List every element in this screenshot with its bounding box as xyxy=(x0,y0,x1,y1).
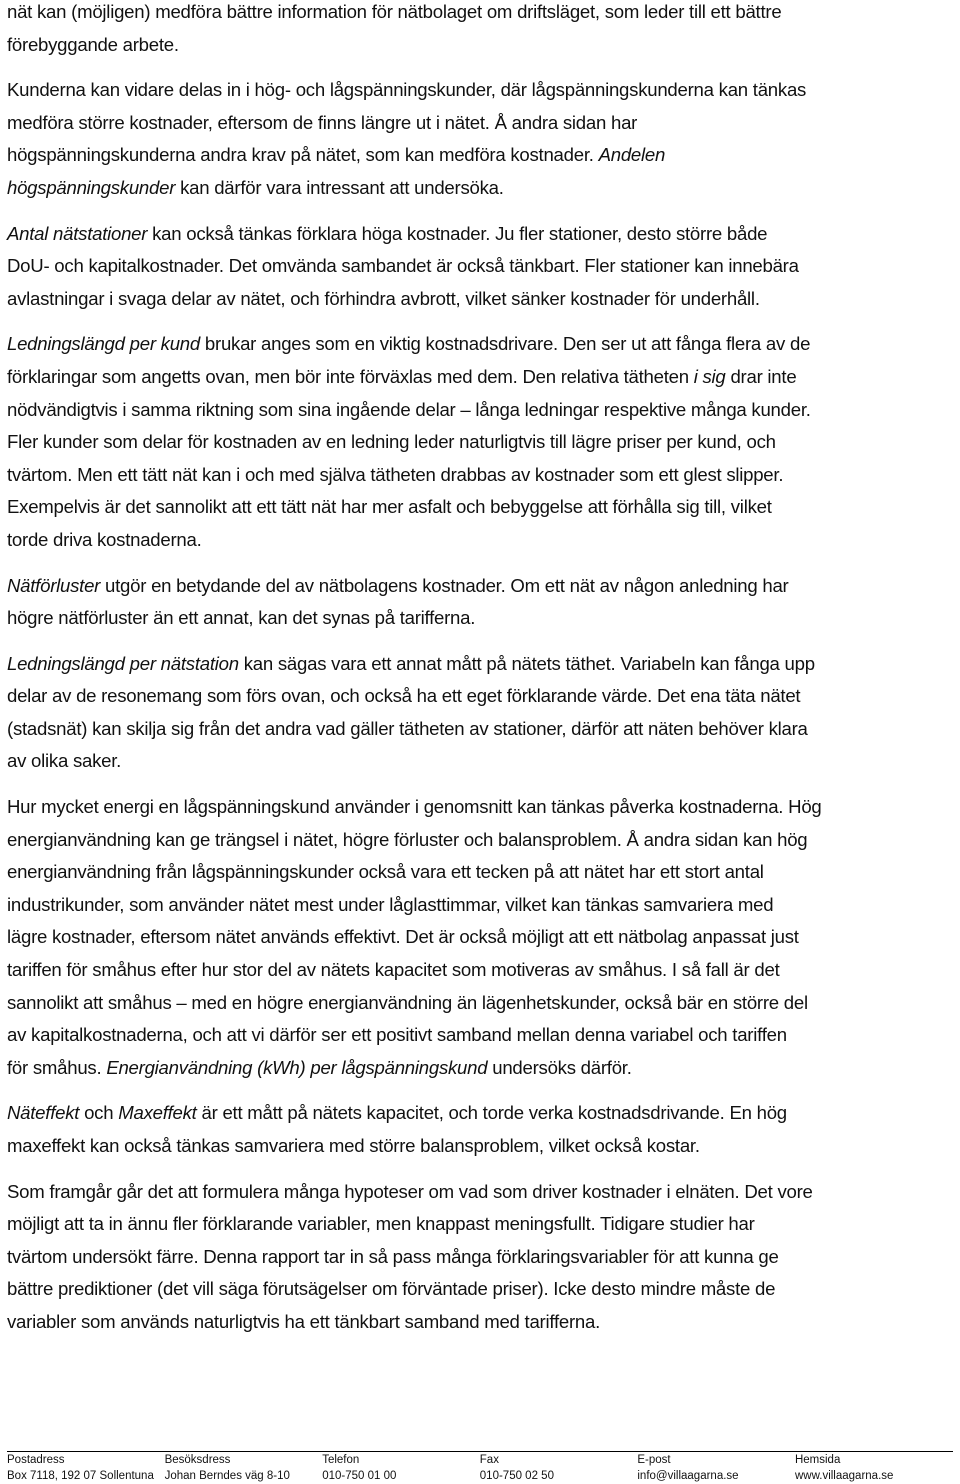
text-run: medföra större kostnader, eftersom de finns längre ut i nätet. Å andra sidan har xyxy=(7,111,638,133)
text-run: (stadsnät) kan skilja sig från det andra vad gäller tätheten av stationer, därför att näten behöver klara xyxy=(7,717,808,739)
italic-term: Maxeffekt xyxy=(118,1102,197,1124)
paragraph xyxy=(7,0,953,61)
text-run: variabler som används naturligtvis ha ett tänkbart samband med tarifferna. xyxy=(7,1310,601,1332)
text-line xyxy=(7,680,953,713)
text-line xyxy=(7,1208,953,1241)
footer-postadress-value: Box 7118, 192 07 Sollentuna xyxy=(7,1470,154,1482)
text-run: undersöks därför. xyxy=(487,1056,632,1078)
text-run: energianvändning kan ge trängsel i nätet, högre förluster och balansproblem. Å andra sidan kan hög xyxy=(7,828,808,850)
text-run: bättre prediktioner (det vill säga förutsägelser om förväntade priser). Icke desto mindre måste de xyxy=(7,1278,776,1300)
text-run: DoU- och kapitalkostnader. Det omvända sambandet är också tänkbart. Fler stationer kan innebära xyxy=(7,255,799,277)
text-run: lägre kostnader, eftersom nätet används effektivt. Det är också möjligt att ett nätbolag anpassat just xyxy=(7,926,799,948)
paragraph xyxy=(7,328,953,556)
text-line xyxy=(7,602,953,635)
footer-telefon-value: 010-750 01 00 xyxy=(322,1470,397,1482)
page-footer xyxy=(7,1451,953,1484)
text-line xyxy=(7,218,953,251)
italic-term: Näteffekt xyxy=(7,1102,80,1124)
footer-besoksadress-label: Besöksdress xyxy=(164,1454,231,1466)
text-run: brukar anges som en viktig kostnadsdrivare. Den ser ut att fånga flera av de xyxy=(200,333,811,355)
italic-term: Andelen xyxy=(598,144,666,166)
text-line xyxy=(7,921,953,954)
footer-epost-link[interactable]: info@villaagarna.se xyxy=(637,1470,739,1482)
text-run: är ett mått på nätets kapacitet, och torde verka kostnadsdrivande. En hög xyxy=(196,1102,787,1124)
text-run: tvärtom. Men ett tätt nät kan i och med själva tätheten drabbas av kostnader som ett glest slipper. xyxy=(7,463,784,485)
text-run: nät kan (möjligen) medföra bättre information för nätbolaget om driftsläget, som leder till ett bättre xyxy=(7,1,782,22)
text-line xyxy=(7,394,953,427)
text-line xyxy=(7,139,953,172)
text-run: nödvändigtvis i samma riktning som sina ingående delar – långa ledningar respektive många kunder. xyxy=(7,398,811,420)
text-line xyxy=(7,361,953,394)
text-run: kan därför vara intressant att undersöka. xyxy=(175,176,504,198)
text-run: kan sägas vara ett annat mått på nätets täthet. Variabeln kan fånga upp xyxy=(238,652,815,674)
text-run: kan också tänkas förklara höga kostnader. Ju fler stationer, desto större både xyxy=(147,222,768,244)
paragraph xyxy=(7,74,953,204)
text-run: av kapitalkostnaderna, och att vi därför ser ett positivt samband mellan denna variabel och tariffen xyxy=(7,1024,787,1046)
text-line xyxy=(7,29,953,62)
text-line xyxy=(7,856,953,889)
italic-term: Antal nätstationer xyxy=(7,222,148,244)
italic-term: högspänningskunder xyxy=(7,176,176,198)
text-line xyxy=(7,1273,953,1306)
footer-labels-row xyxy=(7,1452,953,1468)
italic-term: Nätförluster xyxy=(7,574,101,596)
text-line xyxy=(7,74,953,107)
text-line xyxy=(7,1176,953,1209)
text-line xyxy=(7,954,953,987)
footer-besoksadress-value: Johan Berndes väg 8-10 xyxy=(164,1470,290,1482)
body-text xyxy=(7,0,953,1339)
text-run: Hur mycket energi en lågspänningskund använder i genomsnitt kan tänkas påverka kostnaderna. Hög xyxy=(7,796,822,818)
text-run: Kunderna kan vidare delas in i hög- och lågspänningskunder, där lågspänningskunderna kan tänkas xyxy=(7,79,807,101)
footer-fax-label: Fax xyxy=(479,1454,499,1466)
footer-telefon-label: Telefon xyxy=(322,1454,360,1466)
text-line xyxy=(7,1306,953,1339)
italic-term: Ledningslängd per nätstation xyxy=(7,652,239,674)
paragraph xyxy=(7,791,953,1084)
text-line xyxy=(7,1097,953,1130)
footer-hemsida-link[interactable]: www.villaagarna.se xyxy=(794,1470,894,1482)
text-run: maxeffekt kan också tänkas samvariera med större balansproblem, vilket också kostar. xyxy=(7,1135,700,1156)
text-line xyxy=(7,889,953,922)
text-line xyxy=(7,107,953,140)
text-line xyxy=(7,328,953,361)
text-line xyxy=(7,987,953,1020)
footer-fax-value: 010-750 02 50 xyxy=(479,1470,554,1482)
paragraph xyxy=(7,570,953,635)
text-run: möjligt att ta in ännu fler förklarande variabler, men knappast meningsfullt. Tidigare studier har xyxy=(7,1213,755,1235)
italic-term: i sig xyxy=(693,365,726,387)
text-run: Som framgår går det att formulera många hypoteser om vad som driver kostnader i elnäten. Det vore xyxy=(7,1180,813,1202)
text-line xyxy=(7,524,953,557)
text-line xyxy=(7,0,953,29)
italic-term: Energianvändning (kWh) per lågspänningskund xyxy=(106,1056,488,1078)
footer-postadress-label: Postadress xyxy=(7,1454,65,1466)
text-line xyxy=(7,459,953,492)
text-run: energianvändning från lågspänningskunder också vara ett tecken på att nätet har ett stort antal xyxy=(7,861,764,883)
paragraph xyxy=(7,1097,953,1162)
paragraph xyxy=(7,218,953,316)
text-line xyxy=(7,648,953,681)
text-line xyxy=(7,791,953,824)
text-line xyxy=(7,250,953,283)
text-run: högspänningskunderna andra krav på nätet, som kan medföra kostnader. xyxy=(7,144,599,166)
text-run: förklaringar som angetts ovan, men bör inte förväxlas med dem. Den relativa tätheten xyxy=(7,365,694,387)
text-line xyxy=(7,570,953,603)
text-line xyxy=(7,1019,953,1052)
text-run: industrikunder, som använder nätet mest under låglasttimmar, vilket kan tänkas samvariera med xyxy=(7,893,774,915)
text-run: delar av de resonemang som förs ovan, och också ha ett eget förklarande värde. Det ena täta nätet xyxy=(7,685,801,707)
text-run: Exempelvis är det sannolikt att ett tätt nät har mer asfalt och bebyggelse att förhålla sig till, vilket xyxy=(7,496,772,518)
footer-hemsida-label: Hemsida xyxy=(794,1454,841,1466)
text-run: drar inte xyxy=(725,365,797,387)
footer-values-row xyxy=(7,1468,953,1484)
document-page xyxy=(7,0,953,1352)
footer-epost-label: E-post xyxy=(637,1454,671,1466)
text-run: tariffen för småhus efter hur stor del av nätets kapacitet som motiveras av småhus. I så fall är det xyxy=(7,959,780,981)
text-line xyxy=(7,283,953,316)
text-run: förebyggande arbete. xyxy=(7,33,179,55)
text-run: sannolikt att småhus – med en högre energianvändning än lägenhetskunder, också bär en större del xyxy=(7,991,808,1013)
text-run: Fler kunder som delar för kostnaden av en ledning leder naturligtvis till lägre priser per kund, och xyxy=(7,431,776,453)
text-run: avlastningar i svaga delar av nätet, och förhindra avbrott, vilket sänker kostnader för underhåll. xyxy=(7,287,760,309)
paragraph xyxy=(7,648,953,778)
text-line xyxy=(7,824,953,857)
text-run: torde driva kostnaderna. xyxy=(7,528,202,550)
text-run: högre nätförluster än ett annat, kan det synas på tarifferna. xyxy=(7,607,476,629)
text-run: för småhus. xyxy=(7,1056,107,1078)
italic-term: Ledningslängd per kund xyxy=(7,333,200,355)
text-line xyxy=(7,426,953,459)
text-run: av olika saker. xyxy=(7,750,122,772)
text-line xyxy=(7,1241,953,1274)
text-line xyxy=(7,1052,953,1085)
text-run: tvärtom undersökt färre. Denna rapport tar in så pass många förklaringsvariabler för att kunna ge xyxy=(7,1245,779,1267)
paragraph xyxy=(7,1176,953,1339)
text-line xyxy=(7,745,953,778)
text-run: utgör en betydande del av nätbolagens kostnader. Om ett nät av någon anledning har xyxy=(100,574,789,596)
text-line xyxy=(7,172,953,205)
text-line xyxy=(7,1130,953,1163)
text-line xyxy=(7,491,953,524)
text-run: och xyxy=(79,1102,119,1124)
text-line xyxy=(7,713,953,746)
